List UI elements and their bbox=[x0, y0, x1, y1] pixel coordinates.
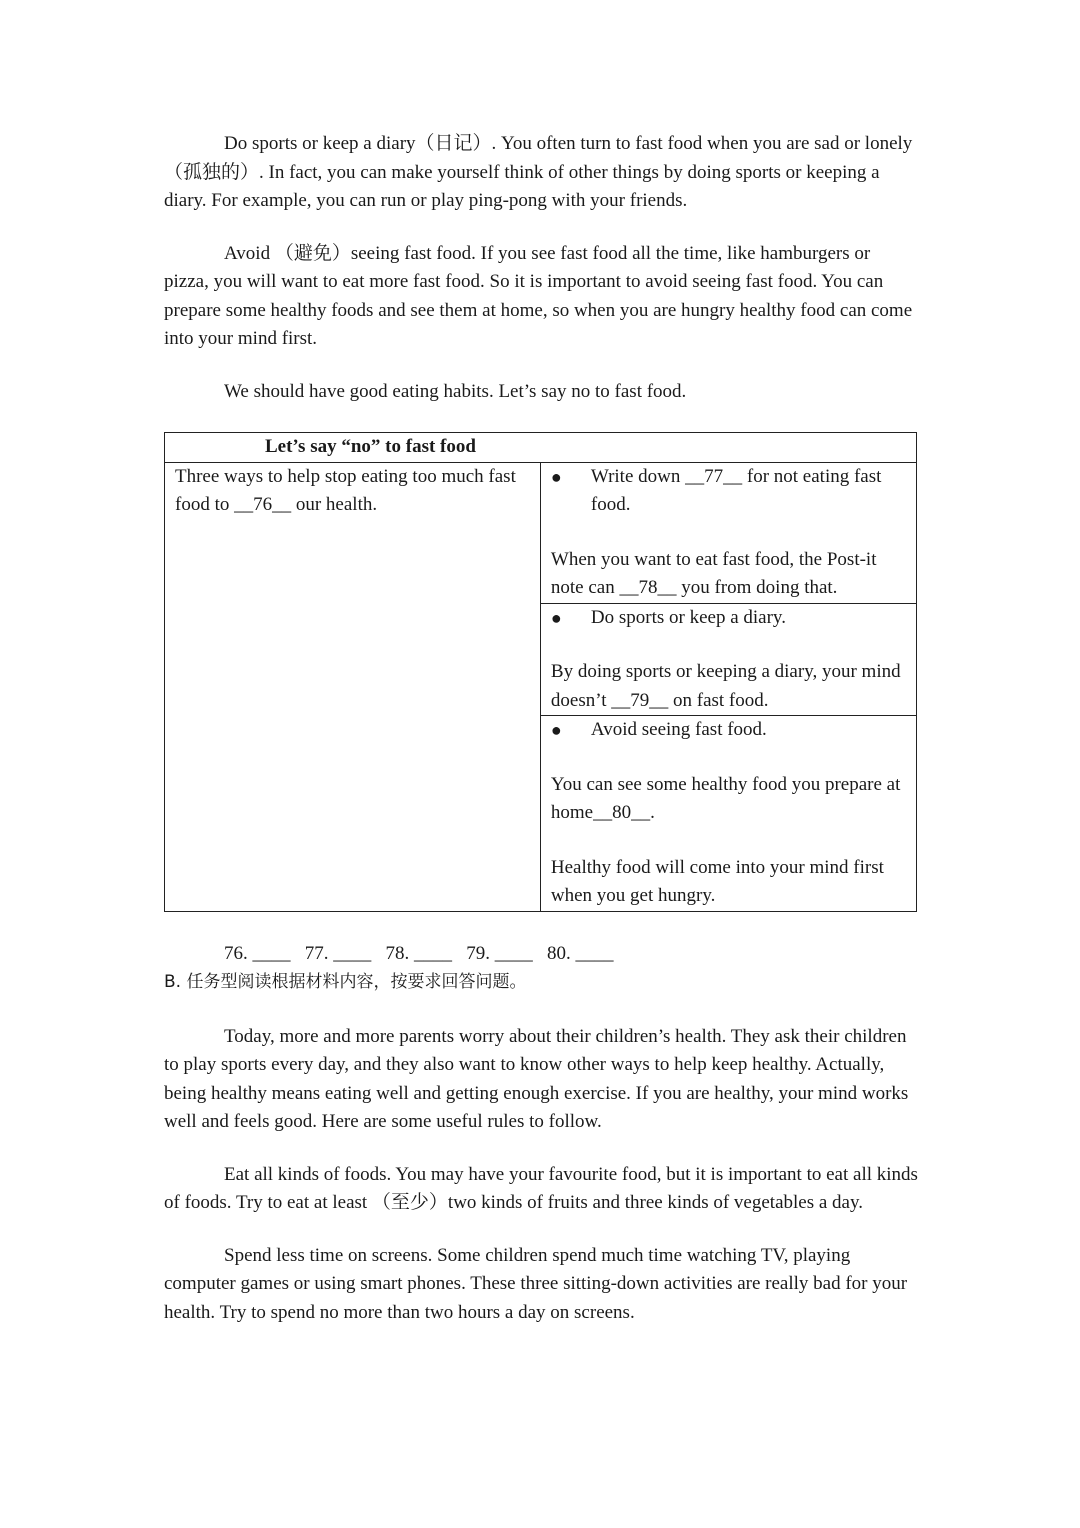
detail-text: When you want to eat fast food, the Post-it note can __78__ you from doing that. bbox=[550, 548, 877, 598]
bullet-dot-icon: ● bbox=[550, 720, 562, 740]
task-table bbox=[164, 432, 917, 912]
detail-text: You can see some healthy food you prepare at home__80__. bbox=[550, 773, 901, 823]
bullet-text: Avoid seeing fast food. bbox=[590, 719, 767, 740]
table-left-cell: Three ways to help stop eating too much fast food to __76__ our health. bbox=[165, 462, 541, 911]
paragraph-eat-all-foods: Eat all kinds of foods. You may have your favourite food, but it is important to eat all kinds of foods. Try to eat at least （至少）two kinds of fruits and three kinds of vegetables a day. bbox=[164, 1163, 918, 1213]
bullet-item bbox=[551, 604, 906, 633]
paragraph-conclusion: We should have good eating habits. Let’s say no to fast food. bbox=[224, 380, 687, 402]
section-b-title: B. 任务型阅读根据材料内容，按要求回答问题。 bbox=[164, 972, 527, 992]
table-header-row bbox=[165, 433, 917, 463]
paragraph-parents-worry: Today, more and more parents worry about their children’s health. They ask their children to play sports every day, and they also want to know other ways to help keep healthy. Actually, being healthy means eating well and getting enough exercise. If you are healthy, your mind works well and feels good. Here are some useful rules to follow. bbox=[164, 1025, 909, 1132]
bullet-item bbox=[551, 716, 906, 745]
table-right-cell-1 bbox=[540, 462, 916, 603]
paragraph-sports-diary: Do sports or keep a diary（日记）. You often turn to fast food when you are sad or lonely（孤独的）. In fact, you can make yourself think of other things by doing sports or keeping a diary. For example, you can run or play ping-pong with your friends. bbox=[164, 133, 913, 211]
paragraph-screen-time: Spend less time on screens. Some children spend much time watching TV, playing computer games or using smart phones. These three sitting-down activities are really bad for your health. Try to spend no more than two hours a day on screens. bbox=[164, 1244, 908, 1323]
table-right-cell-3 bbox=[540, 716, 916, 912]
detail-text-2: Healthy food will come into your mind first when you get hungry. bbox=[550, 856, 884, 906]
document-page bbox=[164, 130, 918, 1327]
answer-blanks-line: 76. ____ 77. ____ 78. ____ 79. ____ 80. ____ bbox=[224, 942, 614, 964]
bullet-dot-icon: ● bbox=[550, 466, 562, 487]
bullet-text: Write down __77__ for not eating fast food. bbox=[590, 465, 882, 515]
bullet-text: Do sports or keep a diary. bbox=[590, 606, 786, 628]
bullet-dot-icon: ● bbox=[550, 607, 562, 628]
table-header: Let’s say “no” to fast food bbox=[165, 433, 917, 463]
table-right-cell-2 bbox=[540, 603, 916, 716]
detail-text: By doing sports or keeping a diary, your mind doesn’t __79__ on fast food. bbox=[550, 661, 901, 711]
bullet-item bbox=[551, 463, 906, 520]
table-row bbox=[165, 462, 917, 603]
paragraph-avoid-fast-food: Avoid （避免）seeing fast food. If you see fast food all the time, like hamburgers or pizza, you will want to eat more fast food. So it is important to avoid seeing fast food. You can prepare some healthy foods and see them at home, so when you are hungry healthy food can come into your mind first. bbox=[164, 242, 913, 349]
